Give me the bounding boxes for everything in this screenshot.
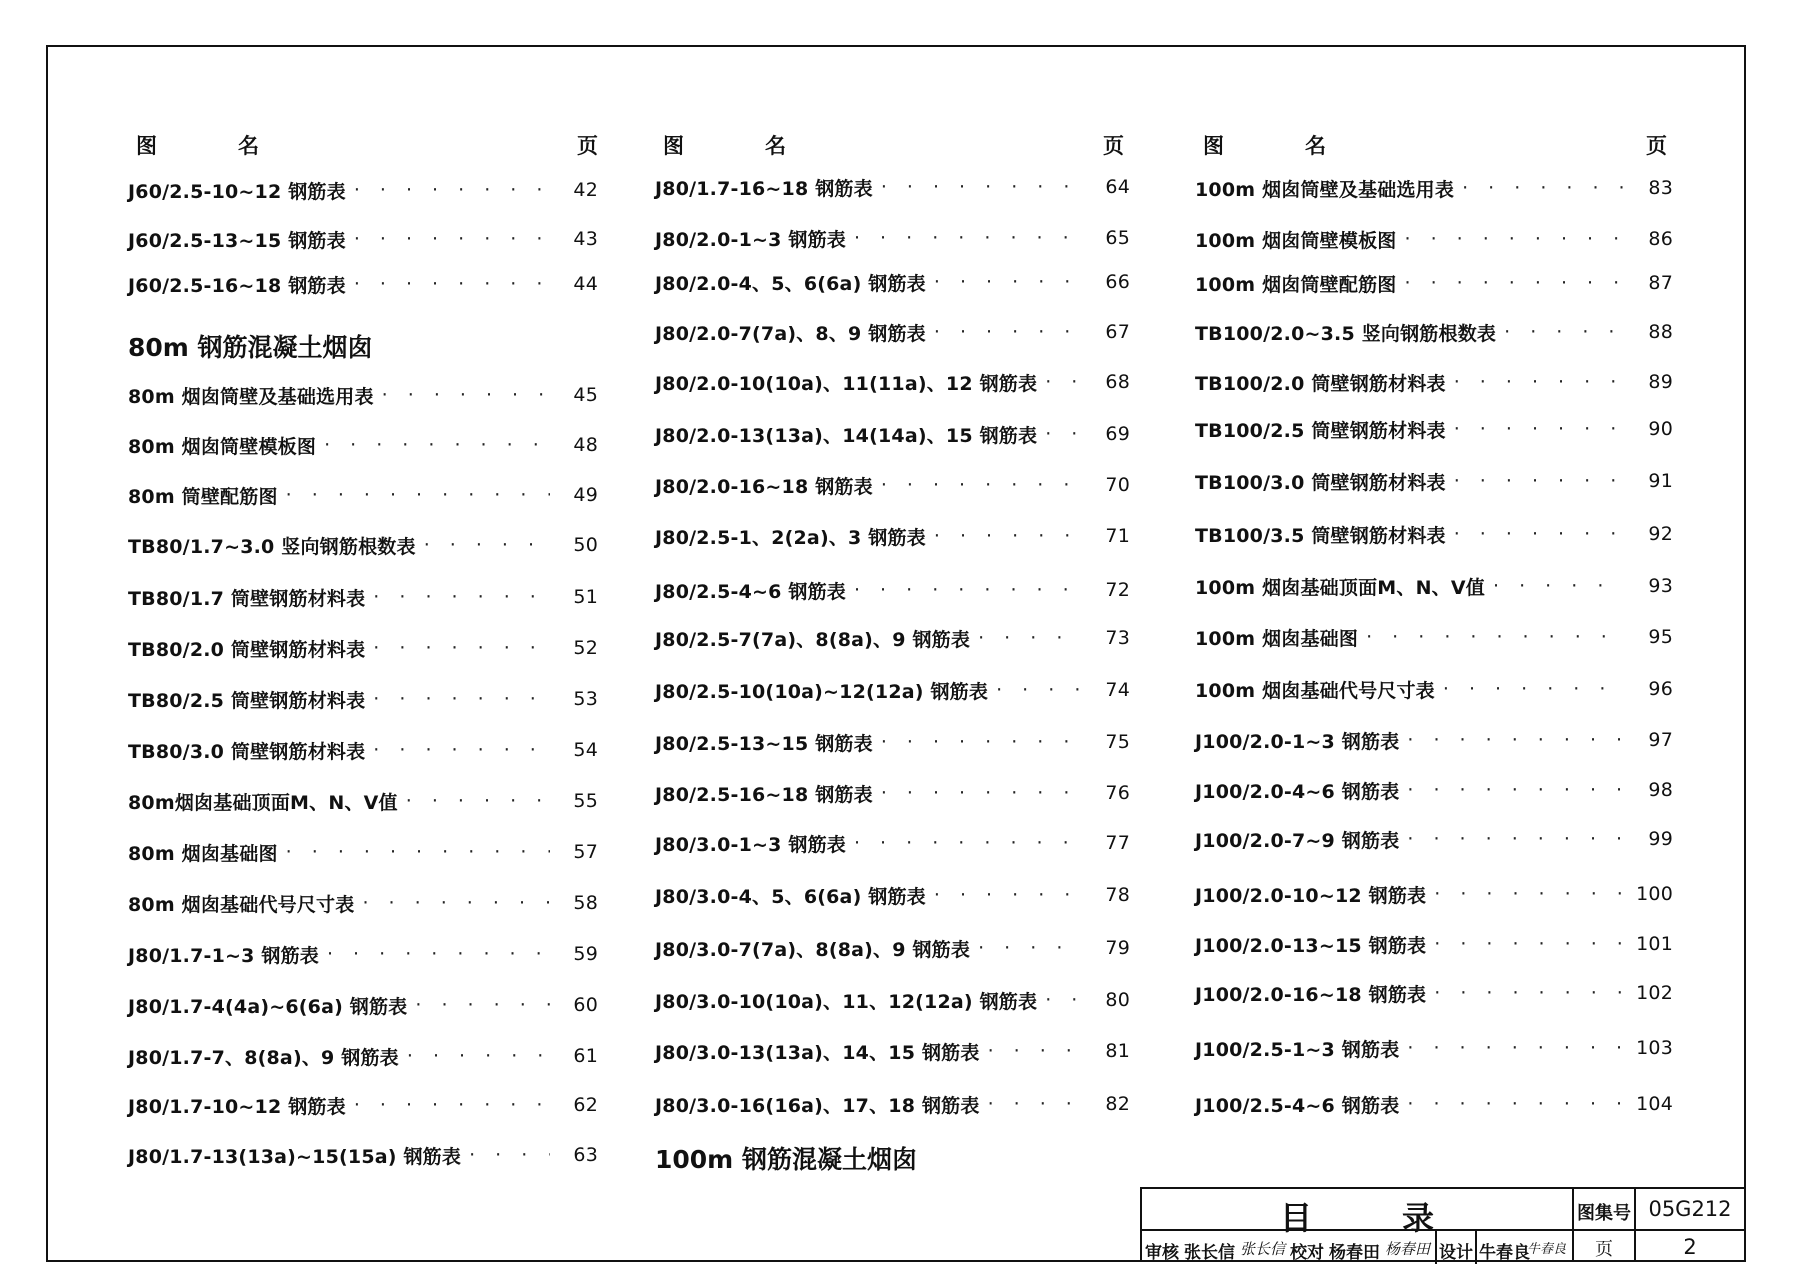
item-label: TB80/1.7 筒壁钢筋材料表: [128, 587, 366, 610]
leader-dots: [373, 739, 550, 761]
list-item: [655, 575, 1130, 605]
leader-dots: [286, 841, 550, 863]
item-page: 86: [1648, 228, 1673, 250]
leader-dots: [934, 271, 1082, 293]
list-item: [1195, 1033, 1673, 1063]
designer-name: 牛春良: [1479, 1243, 1530, 1263]
leader-dots: [934, 321, 1082, 343]
toc-column-1: [128, 130, 598, 1180]
item-label: 100m 烟囱筒壁及基础选用表: [1195, 178, 1455, 201]
list-item: [128, 175, 598, 205]
item-label: 100m 烟囱筒壁模板图: [1195, 229, 1397, 252]
item-label: J80/2.5-4~6 钢筋表: [655, 580, 846, 603]
list-item: [655, 317, 1130, 347]
column-header: [655, 130, 1130, 160]
reviewer-signature: 张长信: [1240, 1240, 1286, 1258]
designer-signature: 牛春良: [1527, 1242, 1567, 1257]
item-label: J100/2.0-1~3 钢筋表: [1195, 730, 1400, 753]
leader-dots: [1434, 883, 1625, 905]
leader-dots: [1493, 575, 1625, 597]
item-label: TB80/2.0 筒壁钢筋材料表: [128, 638, 366, 661]
item-page: 60: [573, 994, 598, 1016]
item-page: 64: [1105, 176, 1130, 198]
leader-dots: [1407, 729, 1625, 751]
item-page: 95: [1648, 626, 1673, 648]
column-header: [128, 130, 598, 160]
leader-dots: [1404, 228, 1625, 250]
item-label: J100/2.5-4~6 钢筋表: [1195, 1094, 1400, 1117]
leader-dots: [415, 994, 550, 1016]
item-page: 53: [573, 688, 598, 710]
item-page: 70: [1105, 474, 1130, 496]
list-item: [128, 633, 598, 663]
leader-dots: [1366, 626, 1625, 648]
list-item: [1195, 268, 1673, 298]
list-item: [128, 430, 598, 460]
item-page: 80: [1105, 989, 1130, 1011]
item-label: TB80/1.7~3.0 竖向钢筋根数表: [128, 535, 416, 558]
list-item: [655, 985, 1130, 1015]
list-item: [655, 419, 1130, 449]
leader-dots: [1045, 423, 1082, 445]
review-label: 审核: [1145, 1243, 1179, 1263]
list-item: [655, 727, 1130, 757]
list-item: [128, 684, 598, 714]
list-item: [655, 880, 1130, 910]
item-page: 79: [1105, 937, 1130, 959]
leader-dots: [354, 1094, 550, 1116]
leader-dots: [1045, 371, 1082, 393]
list-item: [128, 888, 598, 918]
item-page: 99: [1648, 828, 1673, 850]
list-item: [128, 1140, 598, 1170]
item-label: 80m 烟囱基础图: [128, 842, 278, 865]
toc-column-2: [655, 130, 1130, 1180]
list-item: [128, 786, 598, 816]
title-block: [1140, 1187, 1746, 1262]
signature-divider: [1435, 1231, 1437, 1264]
item-label: J60/2.5-16~18 钢筋表: [128, 274, 346, 297]
item-page: 50: [573, 534, 598, 556]
list-item: [1195, 929, 1673, 959]
list-item: [128, 1090, 598, 1120]
leader-dots: [1454, 418, 1625, 440]
list-item: [128, 530, 598, 560]
item-page: 44: [573, 273, 598, 295]
leader-dots: [327, 943, 550, 965]
list-item: [655, 828, 1130, 858]
leader-dots: [854, 579, 1082, 601]
item-page: 68: [1105, 371, 1130, 393]
item-label: 100m 烟囱基础顶面M、N、V值: [1195, 576, 1485, 599]
item-label: J80/2.0-4、5、6(6a) 钢筋表: [655, 272, 926, 295]
list-item: [655, 470, 1130, 500]
item-page: 78: [1105, 884, 1130, 906]
page-label: 页: [1595, 1239, 1613, 1260]
item-label: J80/1.7-7、8(8a)、9 钢筋表: [128, 1046, 399, 1069]
list-item: [655, 675, 1130, 705]
list-item: [128, 990, 598, 1020]
list-item: [1195, 1089, 1673, 1119]
list-item: [128, 582, 598, 612]
leader-dots: [854, 832, 1082, 854]
design-label: 设计: [1439, 1243, 1473, 1263]
item-label: TB80/3.0 筒壁钢筋材料表: [128, 740, 366, 763]
list-item: [655, 267, 1130, 297]
header-page: 页: [1103, 134, 1124, 158]
item-label: J80/3.0-7(7a)、8(8a)、9 钢筋表: [655, 938, 971, 961]
item-label: J80/3.0-4、5、6(6a) 钢筋表: [655, 885, 926, 908]
item-label: TB100/2.5 筒壁钢筋材料表: [1195, 419, 1446, 442]
item-page: 67: [1105, 321, 1130, 343]
leader-dots: [286, 484, 550, 506]
item-label: J80/3.0-16(16a)、17、18 钢筋表: [655, 1094, 980, 1117]
item-label: TB100/2.0 筒壁钢筋材料表: [1195, 372, 1446, 395]
page-number: 2: [1683, 1235, 1697, 1259]
list-item: [128, 939, 598, 969]
leader-dots: [996, 679, 1082, 701]
list-item: [655, 223, 1130, 253]
item-label: J80/1.7-13(13a)~15(15a) 钢筋表: [128, 1145, 462, 1168]
leader-dots: [1504, 321, 1625, 343]
list-item: [128, 224, 598, 254]
item-label: 80m烟囱基础顶面M、N、V值: [128, 791, 398, 814]
item-page: 92: [1648, 523, 1673, 545]
item-label: J80/2.0-7(7a)、8、9 钢筋表: [655, 322, 926, 345]
list-item: [128, 837, 598, 867]
signature-row: [1142, 1231, 1572, 1264]
leader-dots: [978, 627, 1082, 649]
item-page: 57: [573, 841, 598, 863]
checker-signature: 杨春田: [1385, 1240, 1431, 1258]
item-page: 88: [1648, 321, 1673, 343]
toc-column-3: [1195, 130, 1673, 1140]
leader-dots: [324, 434, 550, 456]
item-label: J80/2.0-13(13a)、14(14a)、15 钢筋表: [655, 424, 1038, 447]
leader-dots: [1407, 1037, 1625, 1059]
item-label: 80m 筒壁配筋图: [128, 485, 278, 508]
item-label: J100/2.0-7~9 钢筋表: [1195, 829, 1400, 852]
leader-dots: [881, 731, 1082, 753]
list-item: [655, 521, 1130, 551]
item-page: 96: [1648, 678, 1673, 700]
item-page: 43: [573, 228, 598, 250]
list-item: [1195, 224, 1673, 254]
leader-dots: [354, 273, 550, 295]
item-page: 42: [573, 179, 598, 201]
leader-dots: [1454, 470, 1625, 492]
leader-dots: [362, 892, 550, 914]
leader-dots: [1462, 177, 1625, 199]
leader-dots: [934, 525, 1082, 547]
item-page: 91: [1648, 470, 1673, 492]
list-item: [655, 1036, 1130, 1066]
item-page: 52: [573, 637, 598, 659]
header-page: 页: [1646, 134, 1667, 158]
item-label: J80/1.7-16~18 钢筋表: [655, 177, 873, 200]
leader-dots: [373, 586, 550, 608]
list-item: [128, 269, 598, 299]
item-label: J80/3.0-10(10a)、11、12(12a) 钢筋表: [655, 990, 1038, 1013]
item-label: J60/2.5-10~12 钢筋表: [128, 180, 346, 203]
list-item: [1195, 725, 1673, 755]
item-label: 80m 烟囱筒壁及基础选用表: [128, 385, 374, 408]
item-label: J80/1.7-10~12 钢筋表: [128, 1095, 346, 1118]
leader-dots: [1407, 779, 1625, 801]
item-label: J80/2.5-7(7a)、8(8a)、9 钢筋表: [655, 628, 971, 651]
item-page: 89: [1648, 371, 1673, 393]
item-label: J80/1.7-1~3 钢筋表: [128, 944, 319, 967]
section-heading: 80m 钢筋混凝土烟囱: [128, 333, 373, 362]
item-page: 76: [1105, 782, 1130, 804]
item-label: J100/2.5-1~3 钢筋表: [1195, 1038, 1400, 1061]
list-item: [655, 1089, 1130, 1119]
item-label: J100/2.0-16~18 钢筋表: [1195, 983, 1427, 1006]
item-label: J80/2.5-13~15 钢筋表: [655, 732, 873, 755]
item-page: 97: [1648, 729, 1673, 751]
item-label: J100/2.0-4~6 钢筋表: [1195, 780, 1400, 803]
list-item: [1195, 775, 1673, 805]
item-page: 54: [573, 739, 598, 761]
item-page: 71: [1105, 525, 1130, 547]
item-page: 61: [573, 1045, 598, 1067]
header-name-a: 图: [136, 134, 157, 158]
list-item: [655, 367, 1130, 397]
item-label: J100/2.0-13~15 钢筋表: [1195, 934, 1427, 957]
list-item: [1195, 824, 1673, 854]
leader-dots: [988, 1093, 1082, 1115]
item-label: TB100/3.5 筒壁钢筋材料表: [1195, 524, 1446, 547]
leader-dots: [881, 176, 1082, 198]
leader-dots: [1434, 933, 1625, 955]
header-name-b: 名: [238, 134, 259, 158]
section-heading: 100m 钢筋混凝土烟囱: [655, 1145, 917, 1174]
item-label: J80/2.5-16~18 钢筋表: [655, 783, 873, 806]
list-item: [1195, 173, 1673, 203]
item-label: J80/2.0-16~18 钢筋表: [655, 475, 873, 498]
item-page: 93: [1648, 575, 1673, 597]
item-page: 77: [1105, 832, 1130, 854]
header-name-a: 图: [663, 134, 684, 158]
item-page: 65: [1105, 227, 1130, 249]
signature-divider: [1475, 1231, 1477, 1264]
item-page: 62: [573, 1094, 598, 1116]
header-name-b: 名: [1305, 134, 1326, 158]
set-number: 05G212: [1648, 1197, 1732, 1221]
item-page: 74: [1105, 679, 1130, 701]
reviewer-name: 张长信: [1184, 1243, 1235, 1263]
leader-dots: [1454, 523, 1625, 545]
column-header: [1195, 130, 1673, 160]
leader-dots: [407, 1045, 550, 1067]
item-page: 58: [573, 892, 598, 914]
item-page: 100: [1636, 883, 1673, 905]
item-page: 48: [573, 434, 598, 456]
leader-dots: [354, 228, 550, 250]
item-label: 100m 烟囱基础代号尺寸表: [1195, 679, 1435, 702]
item-page: 75: [1105, 731, 1130, 753]
leader-dots: [354, 179, 550, 201]
item-page: 90: [1648, 418, 1673, 440]
checker-name: 杨春田: [1329, 1243, 1380, 1263]
leader-dots: [1434, 982, 1625, 1004]
leader-dots: [881, 474, 1082, 496]
list-item: [1195, 317, 1673, 347]
item-label: J80/3.0-1~3 钢筋表: [655, 833, 846, 856]
leader-dots: [978, 937, 1082, 959]
item-page: 98: [1648, 779, 1673, 801]
list-item: [128, 735, 598, 765]
item-label: J80/2.0-1~3 钢筋表: [655, 228, 846, 251]
item-label: J80/3.0-13(13a)、14、15 钢筋表: [655, 1041, 980, 1064]
leader-dots: [1407, 828, 1625, 850]
list-item: [1195, 879, 1673, 909]
item-label: TB80/2.5 筒壁钢筋材料表: [128, 689, 366, 712]
leader-dots: [1443, 678, 1625, 700]
list-item: [1195, 978, 1673, 1008]
leader-dots: [424, 534, 550, 556]
leader-dots: [373, 637, 550, 659]
item-page: 101: [1636, 933, 1673, 955]
leader-dots: [469, 1144, 550, 1166]
header-page: 页: [577, 134, 598, 158]
item-label: J80/2.5-1、2(2a)、3 钢筋表: [655, 526, 926, 549]
leader-dots: [1407, 1093, 1625, 1115]
item-label: TB100/3.0 筒壁钢筋材料表: [1195, 471, 1446, 494]
item-label: J100/2.0-10~12 钢筋表: [1195, 884, 1427, 907]
header-name-a: 图: [1203, 134, 1224, 158]
leader-dots: [373, 688, 550, 710]
leader-dots: [1045, 989, 1082, 1011]
item-page: 49: [573, 484, 598, 506]
list-item: [128, 1041, 598, 1071]
list-item: [655, 778, 1130, 808]
leader-dots: [1404, 272, 1625, 294]
item-label: J80/2.5-10(10a)~12(12a) 钢筋表: [655, 680, 989, 703]
item-page: 104: [1636, 1093, 1673, 1115]
item-label: TB100/2.0~3.5 竖向钢筋根数表: [1195, 322, 1497, 345]
item-label: 100m 烟囱基础图: [1195, 627, 1359, 650]
leader-dots: [881, 782, 1082, 804]
item-page: 102: [1636, 982, 1673, 1004]
item-page: 66: [1105, 271, 1130, 293]
item-page: 45: [573, 384, 598, 406]
check-label: 校对: [1290, 1243, 1324, 1263]
list-item: [1195, 571, 1673, 601]
item-page: 81: [1105, 1040, 1130, 1062]
list-item: [1195, 622, 1673, 652]
header-name-b: 名: [765, 134, 786, 158]
list-item: [655, 623, 1130, 653]
list-item: [1195, 367, 1673, 397]
list-item: [655, 172, 1130, 202]
item-label: J80/2.0-10(10a)、11(11a)、12 钢筋表: [655, 372, 1038, 395]
leader-dots: [406, 790, 550, 812]
leader-dots: [934, 884, 1082, 906]
set-number-label: 图集号: [1577, 1203, 1631, 1224]
list-item: [1195, 519, 1673, 549]
list-item: [128, 480, 598, 510]
item-page: 73: [1105, 627, 1130, 649]
list-item: [1195, 414, 1673, 444]
item-page: 72: [1105, 579, 1130, 601]
item-label: 80m 烟囱基础代号尺寸表: [128, 893, 355, 916]
item-page: 55: [573, 790, 598, 812]
list-item: [655, 933, 1130, 963]
item-page: 69: [1105, 423, 1130, 445]
item-page: 82: [1105, 1093, 1130, 1115]
list-item: [1195, 466, 1673, 496]
leader-dots: [854, 227, 1082, 249]
item-page: 87: [1648, 272, 1673, 294]
item-page: 63: [573, 1144, 598, 1166]
leader-dots: [988, 1040, 1082, 1062]
item-page: 83: [1648, 177, 1673, 199]
list-item: [1195, 674, 1673, 704]
leader-dots: [1454, 371, 1625, 393]
item-page: 103: [1636, 1037, 1673, 1059]
item-page: 59: [573, 943, 598, 965]
item-label: 100m 烟囱筒壁配筋图: [1195, 273, 1397, 296]
sheet-title: 目录: [1279, 1199, 1524, 1237]
leader-dots: [382, 384, 550, 406]
list-item: [128, 380, 598, 410]
item-label: J60/2.5-13~15 钢筋表: [128, 229, 346, 252]
item-page: 51: [573, 586, 598, 608]
item-label: 80m 烟囱筒壁模板图: [128, 435, 317, 458]
title-block-divider: [1572, 1189, 1574, 1262]
item-label: J80/1.7-4(4a)~6(6a) 钢筋表: [128, 995, 408, 1018]
